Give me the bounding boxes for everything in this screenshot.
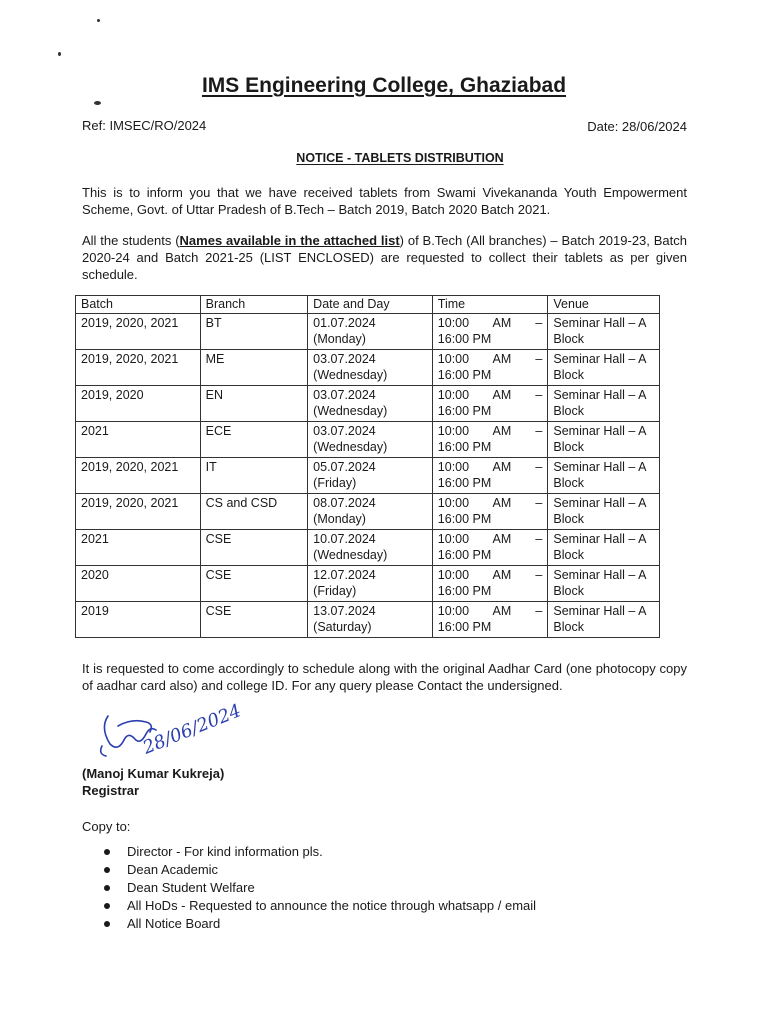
cell-time-end: 16:00 PM <box>437 548 492 562</box>
signature-stroke <box>118 721 151 732</box>
cell-batch: 2021 <box>76 529 201 565</box>
table-row <box>76 457 660 493</box>
cell-date: 03.07.2024 <box>313 351 376 366</box>
cell-venue: Seminar Hall – A Block <box>548 313 660 349</box>
registrar-signature <box>88 696 263 768</box>
signer-role: Registrar <box>82 783 140 798</box>
cell-date: 08.07.2024 <box>313 495 376 510</box>
header-venue: Venue <box>548 296 660 314</box>
cell-branch: CS and CSD <box>200 493 308 529</box>
cell-branch: ECE <box>200 421 308 457</box>
table-row <box>76 529 660 565</box>
cell-day: (Monday) <box>313 512 366 526</box>
scan-speck <box>94 101 101 105</box>
instructions-paragraph: It is requested to come accordingly to schedule along with the original Aadhar Card (one photocopy copy of aadhar card also) and college ID. For any query please Contact the undersigned. <box>82 661 687 693</box>
cell-batch: 2019, 2020, 2021 <box>76 313 201 349</box>
table-row <box>76 421 660 457</box>
copy-recipient-item: All Notice Board <box>82 915 536 933</box>
cell-time <box>432 601 548 637</box>
cell-venue: Seminar Hall – A Block <box>548 457 660 493</box>
header-branch: Branch <box>200 296 308 314</box>
copy-recipient-item: Dean Student Welfare <box>82 879 536 897</box>
college-name: IMS Engineering College, Ghaziabad <box>201 74 567 97</box>
cell-venue: Seminar Hall – A Block <box>548 601 660 637</box>
cell-time-start: 10:00 AM – <box>437 351 543 366</box>
intro-paragraph: This is to inform you that we have received tablets from Swami Vivekananda Youth Empowerment Scheme, Govt. of Uttar Pradesh of B.Tech – Batch 2019, Batch 2020 Batch 2021. <box>82 185 687 217</box>
cell-time <box>432 385 548 421</box>
cell-venue: Seminar Hall – A Block <box>548 493 660 529</box>
signer-name: (Manoj Kumar Kukreja) <box>82 766 225 781</box>
cell-batch: 2019, 2020, 2021 <box>76 493 201 529</box>
cell-day: (Friday) <box>313 584 357 598</box>
attached-list-note: Names available in the attached list <box>179 233 400 248</box>
cell-date: 01.07.2024 <box>313 315 376 330</box>
cell-batch: 2020 <box>76 565 201 601</box>
cell-batch: 2021 <box>76 421 201 457</box>
copy-recipient-item: Dean Academic <box>82 861 536 879</box>
cell-time <box>432 529 548 565</box>
cell-date: 10.07.2024 <box>313 531 376 546</box>
cell-day: (Wednesday) <box>313 548 388 562</box>
cell-time <box>432 313 548 349</box>
table-row <box>76 565 660 601</box>
cell-time-end: 16:00 PM <box>437 404 492 418</box>
cell-branch: CSE <box>200 601 308 637</box>
cell-branch: ME <box>200 349 308 385</box>
cell-date-and-day <box>308 349 433 385</box>
cell-time <box>432 565 548 601</box>
cell-time-start: 10:00 AM – <box>437 531 543 546</box>
cell-time-end: 16:00 PM <box>437 584 492 598</box>
cell-day: (Wednesday) <box>313 440 388 454</box>
table-row <box>76 313 660 349</box>
cell-batch: 2019, 2020, 2021 <box>76 349 201 385</box>
copy-recipient-item: Director - For kind information pls. <box>82 843 536 861</box>
students-paragraph <box>82 232 687 283</box>
cell-batch: 2019, 2020 <box>76 385 201 421</box>
cell-date-and-day <box>308 565 433 601</box>
cell-time-start: 10:00 AM – <box>437 603 543 618</box>
notice-date: Date: 28/06/2024 <box>587 119 687 134</box>
header-time: Time <box>432 296 548 314</box>
scan-speck <box>97 19 100 22</box>
header-batch: Batch <box>76 296 201 314</box>
cell-date-and-day <box>308 385 433 421</box>
cell-day: (Friday) <box>313 476 357 490</box>
cell-time-start: 10:00 AM – <box>437 387 543 402</box>
cell-time <box>432 349 548 385</box>
cell-time-end: 16:00 PM <box>437 440 492 454</box>
table-row <box>76 385 660 421</box>
cell-date-and-day <box>308 457 433 493</box>
students-paragraph-end: ) of B.Tech (All branches) – Batch 2019-23, Batch 2020-24 and Batch 2021-25 (LIST ENCLOSED) are requested to collect their tablets as per given schedule. <box>82 233 687 282</box>
table-header-row <box>76 296 660 314</box>
cell-branch: BT <box>200 313 308 349</box>
cell-branch: CSE <box>200 565 308 601</box>
cell-date: 13.07.2024 <box>313 603 376 618</box>
cell-branch: IT <box>200 457 308 493</box>
scan-speck <box>58 52 61 56</box>
cell-batch: 2019, 2020, 2021 <box>76 457 201 493</box>
cell-time-start: 10:00 AM – <box>437 495 543 510</box>
cell-branch: EN <box>200 385 308 421</box>
cell-day: (Wednesday) <box>313 368 388 382</box>
cell-batch: 2019 <box>76 601 201 637</box>
cell-day: (Wednesday) <box>313 404 388 418</box>
table-row <box>76 493 660 529</box>
header-date-and-day: Date and Day <box>308 296 433 314</box>
distribution-schedule-table <box>75 295 660 638</box>
notice-title: NOTICE - TABLETS DISTRIBUTION <box>296 151 504 165</box>
cell-venue: Seminar Hall – A Block <box>548 565 660 601</box>
cell-time <box>432 457 548 493</box>
cell-date: 03.07.2024 <box>313 387 376 402</box>
cell-branch: CSE <box>200 529 308 565</box>
cell-day: (Monday) <box>313 332 366 346</box>
cell-venue: Seminar Hall – A Block <box>548 421 660 457</box>
reference-number: Ref: IMSEC/RO/2024 <box>82 118 207 133</box>
cell-date: 03.07.2024 <box>313 423 376 438</box>
cell-date-and-day <box>308 493 433 529</box>
cell-date-and-day <box>308 601 433 637</box>
cell-venue: Seminar Hall – A Block <box>548 385 660 421</box>
cell-time-start: 10:00 AM – <box>437 567 543 582</box>
copy-recipient-list <box>82 843 536 933</box>
cell-time-end: 16:00 PM <box>437 368 492 382</box>
cell-time-end: 16:00 PM <box>437 512 492 526</box>
cell-date: 12.07.2024 <box>313 567 376 582</box>
cell-time <box>432 493 548 529</box>
cell-time <box>432 421 548 457</box>
copy-to-label: Copy to: <box>82 819 131 834</box>
copy-recipient-item: All HoDs - Requested to announce the notice through whatsapp / email <box>82 897 536 915</box>
students-paragraph-start: All the students ( <box>82 233 180 248</box>
table-row <box>76 349 660 385</box>
cell-date-and-day <box>308 313 433 349</box>
cell-time-end: 16:00 PM <box>437 332 492 346</box>
cell-venue: Seminar Hall – A Block <box>548 349 660 385</box>
cell-time-end: 16:00 PM <box>437 476 492 490</box>
cell-time-end: 16:00 PM <box>437 620 492 634</box>
cell-date-and-day <box>308 421 433 457</box>
cell-time-start: 10:00 AM – <box>437 459 543 474</box>
cell-day: (Saturday) <box>313 620 372 634</box>
signature-stroke <box>101 746 106 756</box>
signature-date: 28/06/2024 <box>140 700 245 759</box>
table-row <box>76 601 660 637</box>
cell-date-and-day <box>308 529 433 565</box>
cell-venue: Seminar Hall – A Block <box>548 529 660 565</box>
cell-time-start: 10:00 AM – <box>437 315 543 330</box>
cell-time-start: 10:00 AM – <box>437 423 543 438</box>
cell-date: 05.07.2024 <box>313 459 376 474</box>
